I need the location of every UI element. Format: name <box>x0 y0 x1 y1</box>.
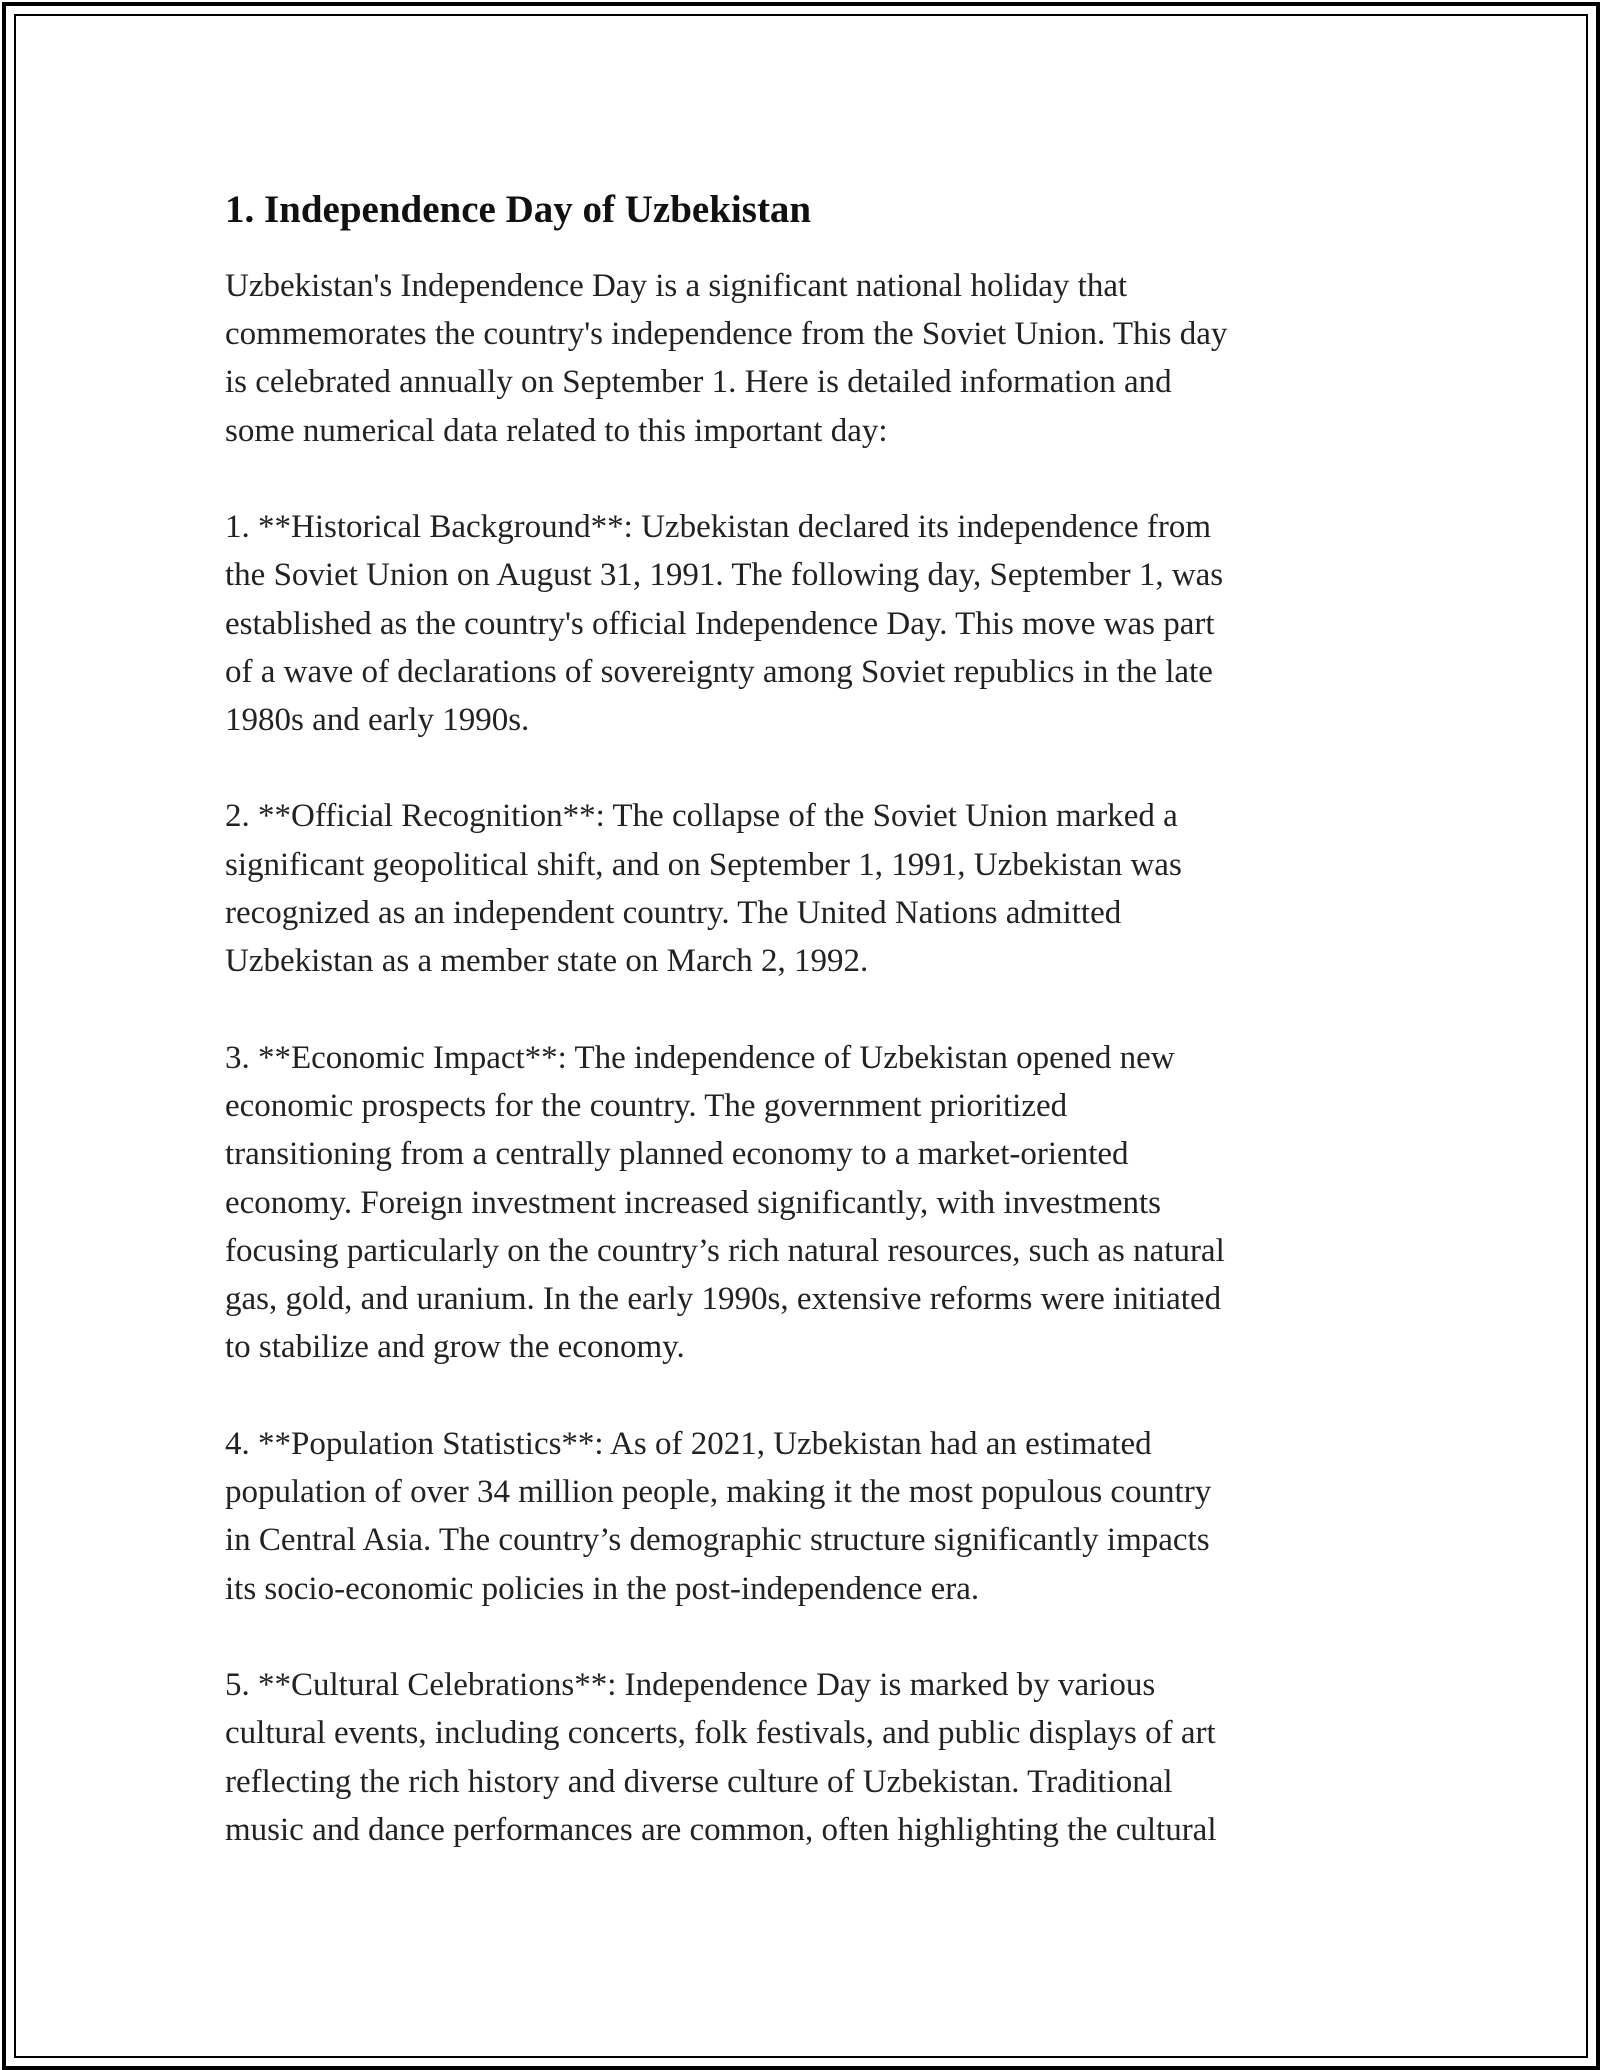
economic-impact-paragraph: 3. **Economic Impact**: The independence of Uzbekistan opened new economic prospects for the country. The government prioritized transitioning from a centrally planned economy to a market-oriented economy. Foreign investment increased significantly, with investments focusing particularly on the country’s rich natural resources, such as natural gas, gold, and uranium. In the early 1990s, extensive reforms were initiated to stabilize and grow the economy. <box>225 1039 1225 1366</box>
population-statistics-paragraph: 4. **Population Statistics**: As of 2021, Uzbekistan had an estimated population of over 34 million people, making it the most populous country in Central Asia. The country’s demographic structure significantly impacts its socio-economic policies in the post-independence era. <box>225 1425 1212 1607</box>
historical-background-paragraph: 1. **Historical Background**: Uzbekistan declared its independence from the Soviet Union on August 31, 1991. The following day, September 1, was established as the country's official Independence Day. This move was part of a wave of declarations of sovereignty among Soviet republics in the late 1980s and early 1990s. <box>225 508 1224 739</box>
official-recognition-paragraph: 2. **Official Recognition**: The collapse of the Soviet Union marked a significant geopolitical shift, and on September 1, 1991, Uzbekistan was recognized as an independent country. The United Nations admitted Uzbekistan as a member state on March 2, 1992. <box>225 798 1182 980</box>
document-body <box>225 187 1355 1902</box>
intro-paragraph: Uzbekistan's Independence Day is a significant national holiday that commemorates the country's independence from the Soviet Union. This day is celebrated annually on September 1. Here is detailed information and some numerical data related to this important day: <box>225 267 1228 449</box>
cultural-celebrations-paragraph: 5. **Cultural Celebrations**: Independence Day is marked by various cultural events, including concerts, folk festivals, and public displays of art reflecting the rich history and diverse culture of Uzbekistan. Traditional music and dance performances are common, often highlighting the cultural <box>225 1666 1217 1848</box>
document-title: 1. Independence Day of Uzbekistan <box>225 188 812 231</box>
